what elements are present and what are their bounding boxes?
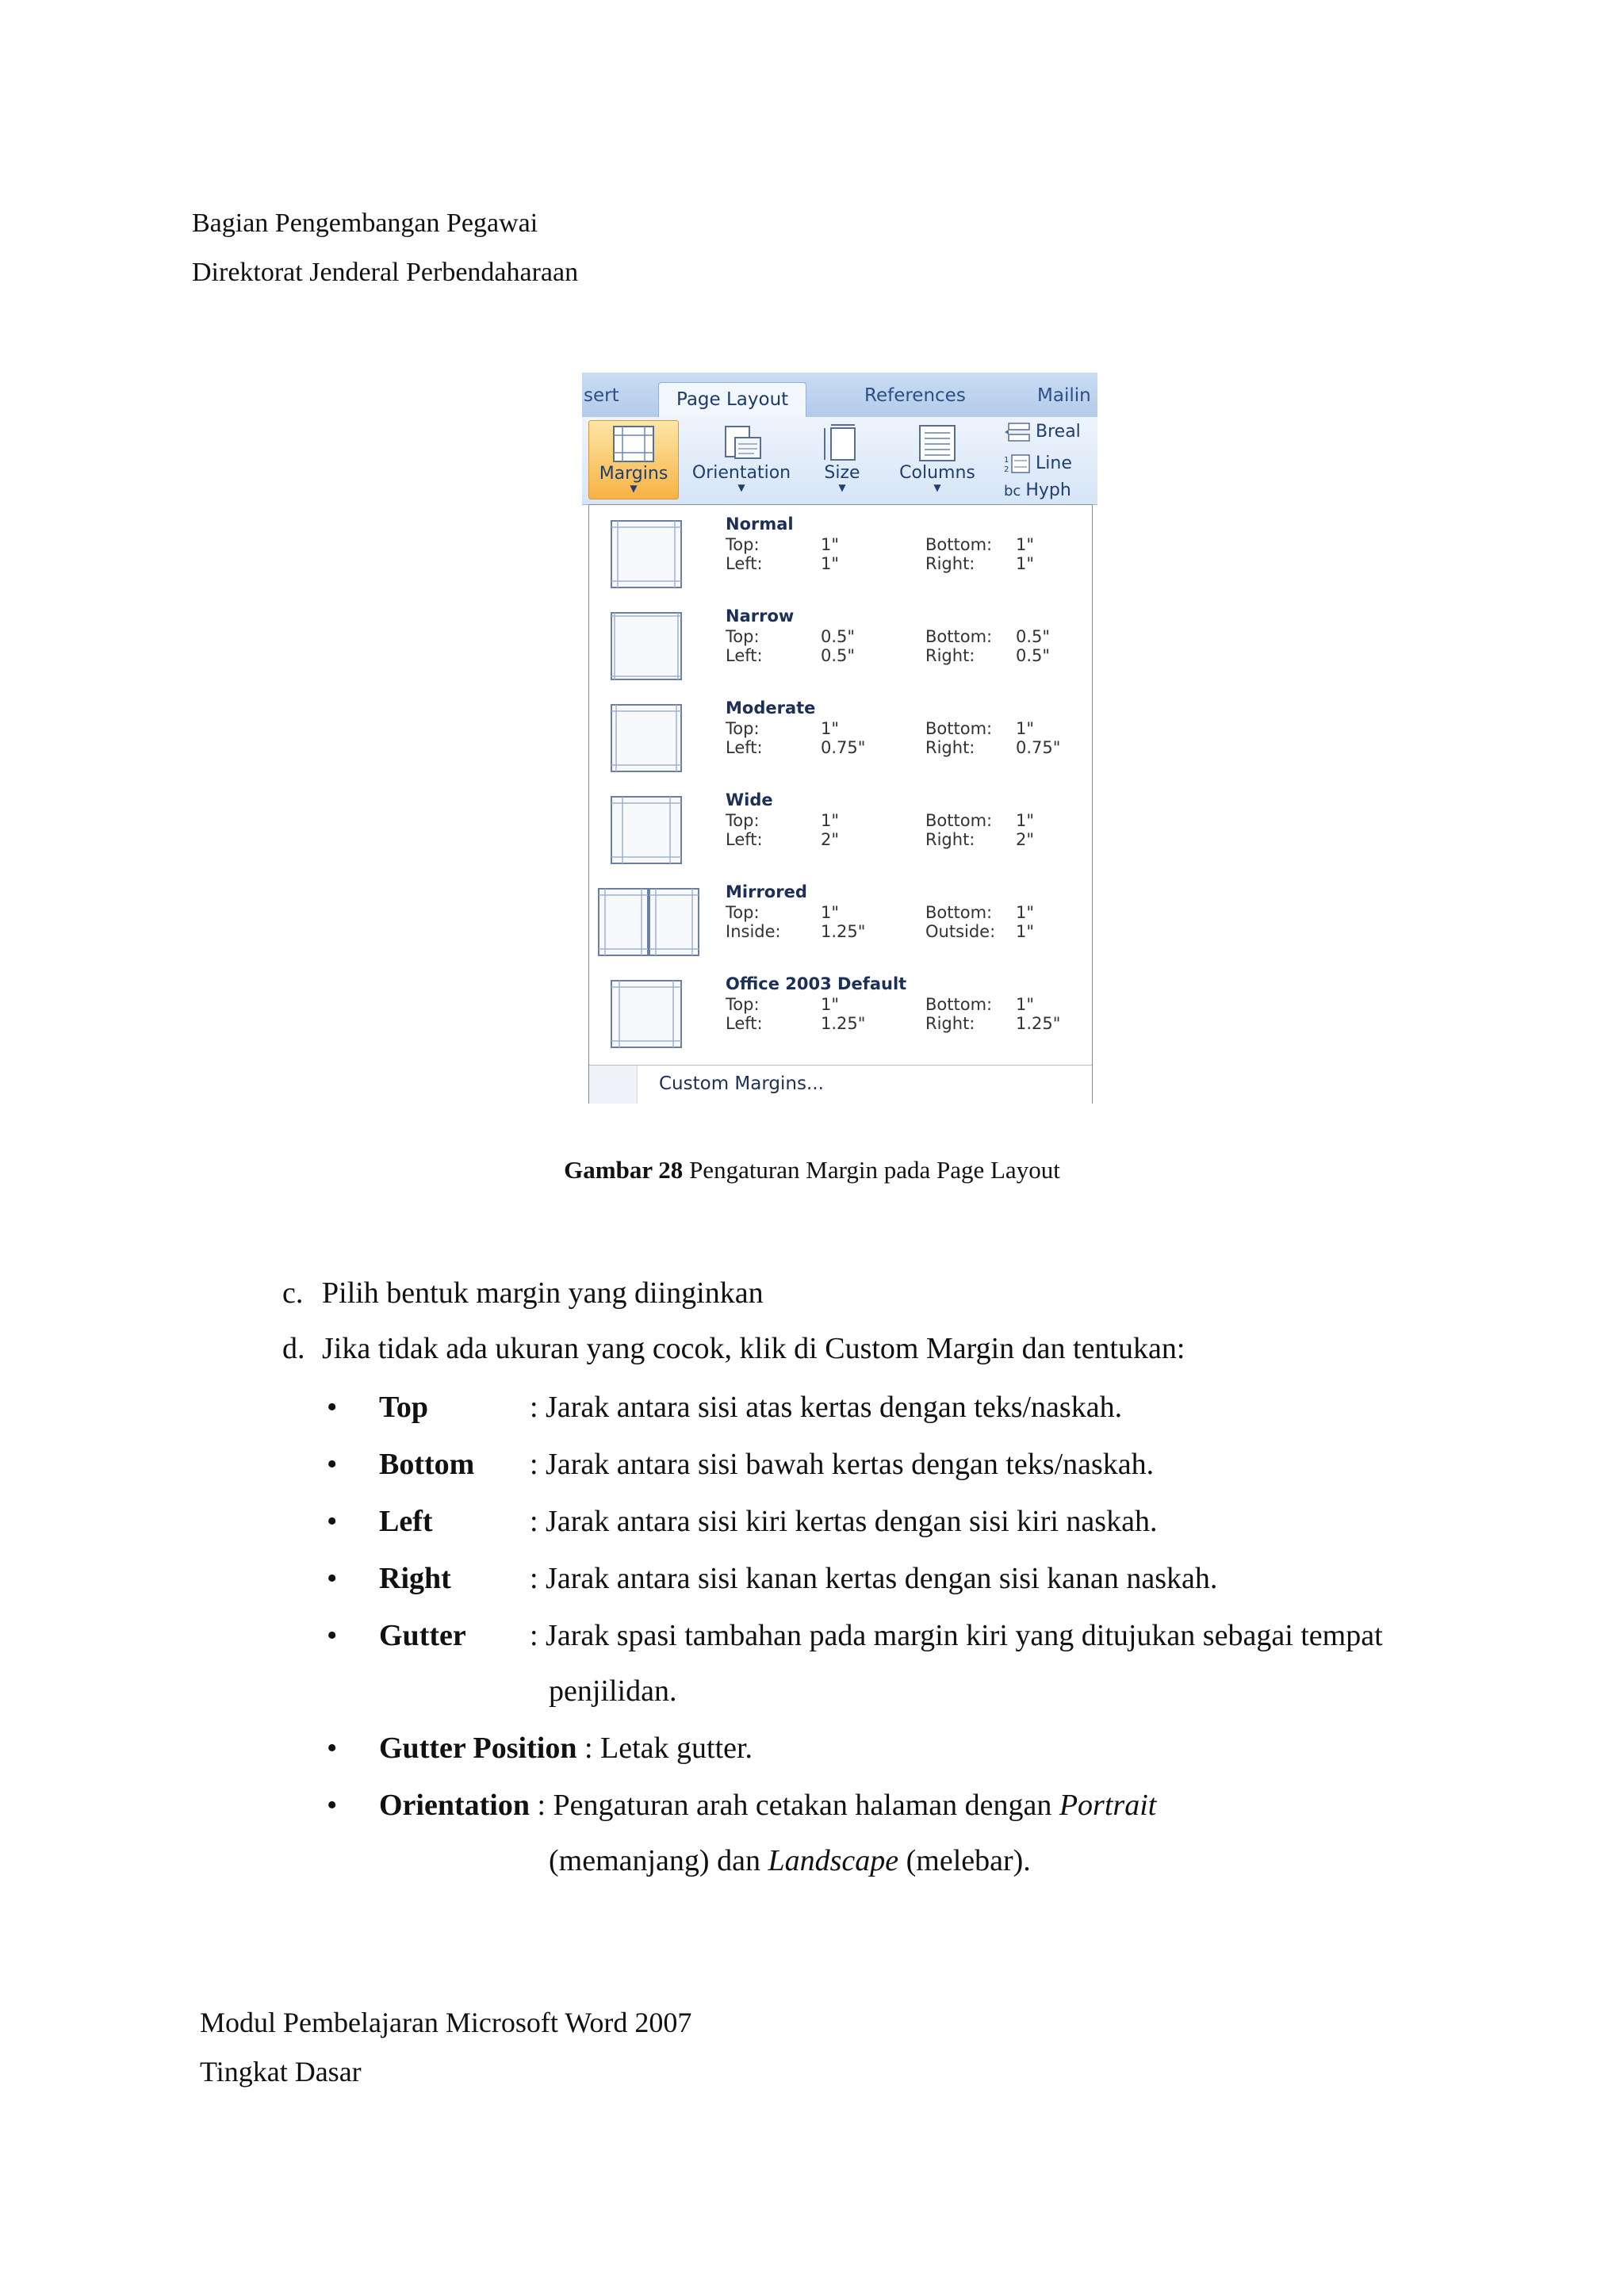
- bullet-gutter-position-item: [379, 1730, 753, 1766]
- breaks-icon: [1004, 422, 1031, 442]
- footer-line-2: Tingkat Dasar: [200, 2056, 362, 2087]
- margin-key: Bottom:: [925, 719, 993, 738]
- margin-value: 1": [821, 554, 840, 573]
- margin-value: 1": [1016, 554, 1035, 573]
- margin-value: 0.5": [821, 646, 856, 665]
- bullet-orientation-dot: •: [327, 1789, 338, 1822]
- margin-value: 1": [821, 995, 840, 1014]
- margin-value: 1": [1016, 535, 1035, 554]
- margin-value: 2": [1016, 830, 1035, 849]
- margin-preview-icon: [608, 703, 684, 773]
- margin-key: Bottom:: [925, 627, 993, 646]
- svg-text:2: 2: [1004, 465, 1009, 474]
- margin-value: 1": [821, 903, 840, 922]
- margin-option-name: Moderate: [726, 698, 816, 718]
- margin-key: Bottom:: [925, 903, 993, 922]
- footer-line-1: Modul Pembelajaran Microsoft Word 2007: [200, 2007, 692, 2038]
- bullet-top-term: Top: [379, 1391, 428, 1424]
- tab-mailings[interactable]: Mailin: [1037, 385, 1091, 406]
- margin-key: Left:: [726, 738, 763, 757]
- ribbon-tab-bar: [582, 373, 1097, 417]
- margin-value: 0.75": [1016, 738, 1061, 757]
- margin-value: 1": [821, 719, 840, 738]
- bullet-orientation-term: Orientation: [379, 1789, 530, 1822]
- bullet-orientation-desc-cont: [549, 1843, 1031, 1879]
- margin-key: Top:: [726, 903, 760, 922]
- columns-button[interactable]: [885, 420, 990, 499]
- margins-label: Margins: [599, 464, 668, 484]
- bullet-right-dot: •: [327, 1562, 338, 1595]
- figure-caption-text: Pengaturan Margin pada Page Layout: [683, 1156, 1060, 1184]
- bullet-left-dot: •: [327, 1505, 338, 1538]
- ribbon-page-setup: [582, 417, 1097, 505]
- margin-value: 0.5": [821, 627, 856, 646]
- margin-value: 0.5": [1016, 646, 1051, 665]
- bullet-gutter-desc-cont: penjilidan.: [549, 1674, 677, 1708]
- margin-preview-icon: [608, 795, 684, 865]
- margin-key: Left:: [726, 554, 763, 573]
- bullet-top-desc: : Jarak antara sisi atas kertas dengan teks/naskah.: [530, 1391, 1123, 1424]
- margin-key: Right:: [925, 1014, 975, 1033]
- margin-key: Bottom:: [925, 811, 993, 830]
- margin-key: Top:: [726, 627, 760, 646]
- bullet-orientation-item: [379, 1787, 1156, 1823]
- margin-value: 0.75": [821, 738, 866, 757]
- margin-value: 0.5": [1016, 627, 1051, 646]
- bullet-bottom-term: Bottom: [379, 1448, 475, 1481]
- orientation-dropdown-icon: ▼: [737, 482, 745, 493]
- margin-option-name: Mirrored: [726, 882, 807, 901]
- tab-insert[interactable]: sert: [584, 385, 619, 406]
- orientation-cont-b: (melebar).: [898, 1844, 1031, 1877]
- tab-references[interactable]: References: [864, 385, 966, 406]
- margin-value: 1": [1016, 903, 1035, 922]
- margin-key: Top:: [726, 535, 760, 554]
- line-numbers-icon: [1004, 453, 1031, 474]
- margin-key: Left:: [726, 646, 763, 665]
- bullet-gutter-term: Gutter: [379, 1619, 466, 1652]
- margin-key: Right:: [925, 554, 975, 573]
- margin-key: Left:: [726, 830, 763, 849]
- svg-text:1: 1: [1004, 456, 1009, 465]
- size-icon: [820, 423, 864, 463]
- hyphenation-icon: bc: [1004, 483, 1021, 499]
- margin-option[interactable]: [589, 878, 1092, 970]
- bullet-gutter-desc: : Jarak spasi tambahan pada margin kiri yang ditujukan sebagai tempat: [530, 1619, 1383, 1652]
- margin-preview-icon: [597, 887, 700, 957]
- margin-key: Top:: [726, 995, 760, 1014]
- margin-value: 1": [1016, 719, 1035, 738]
- bullet-gutter-position-dot: •: [327, 1732, 338, 1765]
- margins-button[interactable]: [588, 420, 679, 499]
- page-layout-screenshot: [582, 373, 1097, 1124]
- figure-caption: [0, 1156, 1624, 1184]
- margin-preview-icon: [608, 611, 684, 681]
- margin-option[interactable]: [589, 694, 1092, 786]
- margin-key: Bottom:: [925, 995, 993, 1014]
- figure-number: Gambar 28: [564, 1156, 684, 1184]
- margin-key: Top:: [726, 719, 760, 738]
- line-numbers-button[interactable]: [1004, 453, 1072, 474]
- size-label: Size: [824, 463, 860, 483]
- margin-value: 2": [821, 830, 840, 849]
- bullet-orientation-desc: : Pengaturan arah cetakan halaman dengan: [529, 1789, 1059, 1822]
- margin-option[interactable]: [589, 602, 1092, 694]
- bullet-left-desc: : Jarak antara sisi kiri kertas dengan sisi kiri naskah.: [530, 1505, 1158, 1538]
- margin-value: 1": [1016, 995, 1035, 1014]
- margin-value: 1.25": [821, 1014, 866, 1033]
- margin-option[interactable]: [589, 510, 1092, 602]
- hyphenation-button[interactable]: [1004, 480, 1071, 500]
- margin-key: Right:: [925, 646, 975, 665]
- bullet-left-term: Left: [379, 1505, 433, 1538]
- margins-dropdown-icon: ▼: [630, 483, 638, 494]
- bullet-bottom-dot: •: [327, 1448, 338, 1481]
- bullet-gutter-dot: •: [327, 1619, 338, 1652]
- margin-option-name: Normal: [726, 515, 794, 534]
- header-line-2: Direktorat Jenderal Perbendaharaan: [192, 258, 579, 287]
- custom-margins-item[interactable]: [589, 1065, 1092, 1104]
- columns-icon: [915, 423, 959, 463]
- step-c-text: Pilih bentuk margin yang diinginkan: [322, 1276, 764, 1310]
- margin-key: Right:: [925, 738, 975, 757]
- margin-key: Inside:: [726, 922, 781, 941]
- margin-key: Left:: [726, 1014, 763, 1033]
- margins-icon: [611, 424, 656, 464]
- margin-preview-icon: [608, 979, 684, 1049]
- margin-key: Outside:: [925, 922, 996, 941]
- size-button[interactable]: [807, 420, 877, 499]
- orientation-label: Orientation: [691, 463, 791, 483]
- bullet-gutter-position-desc: : Letak gutter.: [576, 1732, 753, 1765]
- bullet-right-desc: : Jarak antara sisi kanan kertas dengan sisi kanan naskah.: [530, 1562, 1218, 1595]
- margin-preview-icon: [608, 519, 684, 589]
- margin-option[interactable]: [589, 786, 1092, 878]
- margin-value: 1": [821, 535, 840, 554]
- bullet-orientation-portrait: Portrait: [1059, 1789, 1157, 1822]
- margin-option-name: Office 2003 Default: [726, 974, 907, 993]
- menu-gutter: [589, 1066, 638, 1104]
- tab-page-layout[interactable]: Page Layout: [658, 382, 806, 419]
- margin-value: 1.25": [821, 922, 866, 941]
- orientation-landscape: Landscape: [768, 1844, 899, 1877]
- bullet-right-term: Right: [379, 1562, 451, 1595]
- margin-key: Bottom:: [925, 535, 993, 554]
- margin-key: Right:: [925, 830, 975, 849]
- breaks-label: Breal: [1036, 422, 1081, 442]
- orientation-cont-a: (memanjang) dan: [549, 1844, 768, 1877]
- step-c-letter: c.: [282, 1276, 304, 1310]
- custom-margins-label: Custom Margins...: [659, 1073, 824, 1094]
- margin-option-name: Wide: [726, 790, 773, 809]
- orientation-icon: [719, 423, 764, 463]
- margins-dropdown-menu: [588, 504, 1093, 1104]
- margin-value: 1": [1016, 922, 1035, 941]
- step-d: [282, 1330, 1185, 1367]
- margin-value: 1": [1016, 811, 1035, 830]
- bullet-top-dot: •: [327, 1391, 338, 1424]
- columns-label: Columns: [899, 463, 975, 483]
- line-numbers-label: Line: [1036, 453, 1072, 473]
- header-line-1: Bagian Pengembangan Pegawai: [192, 209, 538, 238]
- bullet-gutter-position-term: Gutter Position: [379, 1732, 577, 1765]
- step-d-letter: d.: [282, 1332, 305, 1365]
- size-dropdown-icon: ▼: [838, 482, 846, 493]
- margin-option-name: Narrow: [726, 607, 795, 626]
- margin-value: 1": [821, 811, 840, 830]
- margin-option[interactable]: [589, 970, 1092, 1062]
- breaks-button[interactable]: [1004, 422, 1081, 442]
- margin-key: Top:: [726, 811, 760, 830]
- hyphenation-label: Hyph: [1025, 480, 1071, 500]
- orientation-button[interactable]: [682, 420, 801, 499]
- margin-value: 1.25": [1016, 1014, 1061, 1033]
- bullet-bottom-desc: : Jarak antara sisi bawah kertas dengan teks/naskah.: [530, 1448, 1155, 1481]
- step-c: [282, 1275, 764, 1311]
- columns-dropdown-icon: ▼: [933, 482, 941, 493]
- step-d-text: Jika tidak ada ukuran yang cocok, klik di Custom Margin dan tentukan:: [322, 1332, 1185, 1365]
